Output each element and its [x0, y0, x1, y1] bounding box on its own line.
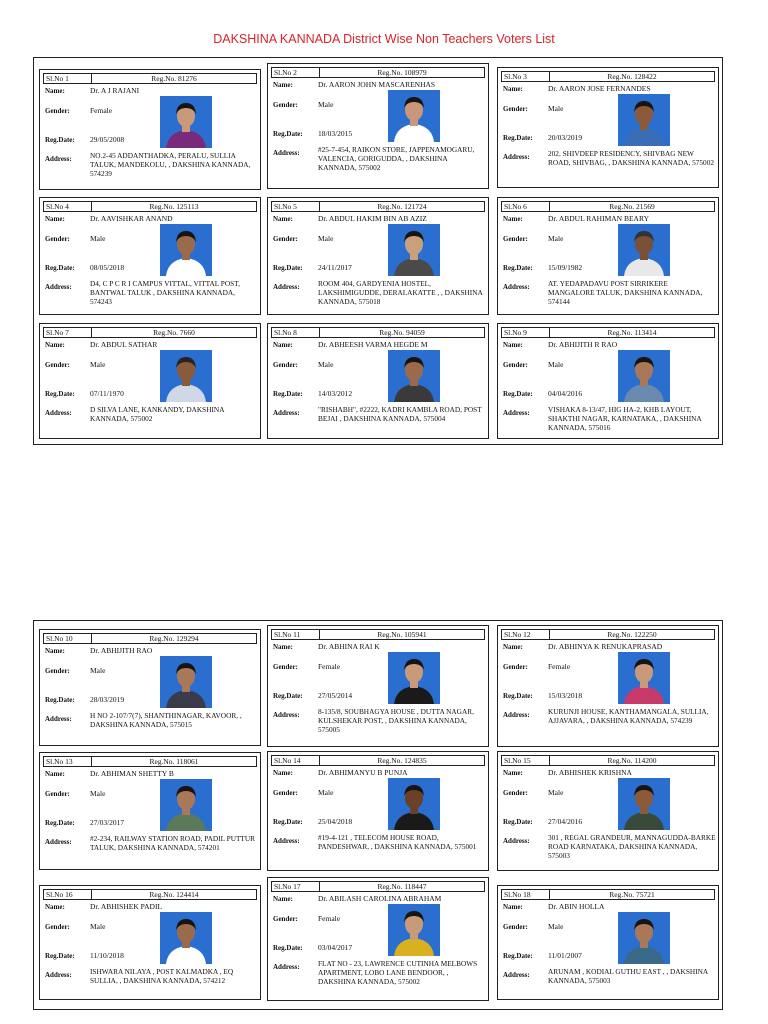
reg-date-label: Reg.Date:	[503, 390, 533, 398]
reg-date-label: Reg.Date:	[273, 130, 303, 138]
voter-reg-date: 07/11/1970	[90, 389, 124, 398]
registration-number: Reg.No. 81276	[151, 74, 197, 83]
voter-card	[497, 67, 719, 188]
photo-frame	[160, 96, 212, 148]
serial-number: Sl.No 18	[502, 890, 550, 899]
voter-card	[267, 877, 489, 1001]
gender-label: Gender:	[273, 361, 298, 369]
voter-card	[39, 323, 261, 439]
card-header	[271, 201, 485, 212]
voter-name: Dr. ABHIJITH R RAO	[548, 340, 618, 349]
voter-list-section-2	[33, 620, 723, 1010]
gender-label: Gender:	[503, 235, 528, 243]
reg-date-label: Reg.Date:	[273, 264, 303, 272]
card-header	[271, 67, 485, 78]
name-label: Name:	[503, 341, 523, 349]
voter-reg-date: 11/10/2018	[90, 951, 124, 960]
name-label: Name:	[273, 895, 293, 903]
voter-gender: Male	[548, 788, 564, 797]
voter-address: NO.2-45 ADDANTHADKA, PERALU, SULLIA TALUK, MANDEKOLU, , DAKSHINA KANNADA, 574239	[90, 151, 251, 178]
voter-reg-date: 27/05/2014	[318, 691, 353, 700]
gender-label: Gender:	[45, 235, 70, 243]
card-header	[271, 881, 485, 892]
address-label: Address:	[45, 283, 72, 291]
portrait-photo	[388, 350, 440, 402]
voter-name: Dr. AARON JOSE FERNANDES	[548, 84, 651, 93]
voter-card	[39, 197, 261, 315]
registration-number: Reg.No. 128422	[607, 72, 657, 81]
voter-reg-date: 25/04/2018	[318, 817, 353, 826]
name-label: Name:	[273, 81, 293, 89]
portrait-photo	[160, 779, 212, 831]
registration-number: Reg.No. 21569	[609, 202, 655, 211]
voter-card	[497, 885, 719, 1000]
voter-card	[267, 197, 489, 315]
name-label: Name:	[45, 903, 65, 911]
voter-name: Dr. ABHINA RAI K	[318, 642, 380, 651]
serial-number: Sl.No 4	[44, 202, 92, 211]
voter-reg-date: 03/04/2017	[318, 943, 353, 952]
portrait-photo	[388, 904, 440, 956]
card-header	[271, 755, 485, 766]
serial-number: Sl.No 1	[44, 74, 92, 83]
registration-number: Reg.No. 125113	[149, 202, 199, 211]
photo-frame	[618, 652, 670, 704]
name-label: Name:	[273, 341, 293, 349]
address-label: Address:	[503, 711, 530, 719]
voter-card	[267, 625, 489, 747]
address-label: Address:	[503, 409, 530, 417]
gender-label: Gender:	[503, 663, 528, 671]
name-label: Name:	[45, 215, 65, 223]
voter-gender: Male	[90, 666, 106, 675]
card-header	[271, 629, 485, 640]
portrait-photo	[160, 96, 212, 148]
card-header	[43, 73, 257, 84]
card-header	[43, 633, 257, 644]
card-header	[43, 327, 257, 338]
serial-number: Sl.No 10	[44, 634, 92, 643]
photo-frame	[618, 224, 670, 276]
voter-gender: Female	[318, 914, 341, 923]
voter-address: #25-7-454, RAIKON STORE, JAPPENAMOGARU, VALENCIA, GORIGUDDA, , DAKSHINA KANNADA, 575002	[318, 145, 475, 172]
card-header	[43, 201, 257, 212]
gender-label: Gender:	[273, 101, 298, 109]
voter-address: D4, C P C R I CAMPUS VITTAL, VITTAL POST, BANTWAL TALUK , DAKSHINA KANNADA, 574243	[90, 279, 240, 306]
voter-gender: Male	[548, 104, 564, 113]
address-label: Address:	[503, 283, 530, 291]
voter-reg-date: 04/04/2016	[548, 389, 583, 398]
card-header	[501, 755, 715, 766]
photo-frame	[388, 350, 440, 402]
serial-number: Sl.No 15	[502, 756, 550, 765]
photo-frame	[160, 350, 212, 402]
voter-gender: Male	[548, 234, 564, 243]
voter-address: KURUNJI HOUSE, KANTHAMANGALA, SULLIA, AJJAVARA, , DAKSHINA KANNADA, 574239	[548, 707, 709, 725]
serial-number: Sl.No 2	[272, 68, 320, 77]
voter-reg-date: 29/05/2008	[90, 135, 125, 144]
portrait-photo	[160, 224, 212, 276]
reg-date-label: Reg.Date:	[503, 692, 533, 700]
voter-card	[39, 69, 261, 190]
name-label: Name:	[503, 215, 523, 223]
photo-frame	[160, 912, 212, 964]
voter-reg-date: 24/11/2017	[318, 263, 352, 272]
voter-address: ARUNAM , KODIAL GUTHU EAST , , DAKSHINA KANNADA, 575003	[548, 967, 708, 985]
voter-gender: Male	[318, 234, 334, 243]
voter-reg-date: 27/04/2016	[548, 817, 583, 826]
gender-label: Gender:	[273, 789, 298, 797]
serial-number: Sl.No 12	[502, 630, 550, 639]
voter-name: Dr. ABDUL HAKIM BIN AB AZIZ	[318, 214, 427, 223]
voter-reg-date: 27/03/2017	[90, 818, 125, 827]
page-title: DAKSHINA KANNADA District Wise Non Teachers Voters List	[213, 32, 555, 46]
voter-address: ROOM 404, GARDYENIA HOSTEL, LAKSHIMIGUDDE, DERALAKATTE , , DAKSHINA KANNADA, 575018	[318, 279, 483, 306]
name-label: Name:	[273, 643, 293, 651]
gender-label: Gender:	[45, 667, 70, 675]
portrait-photo	[388, 90, 440, 142]
photo-frame	[388, 778, 440, 830]
registration-number: Reg.No. 75721	[609, 890, 655, 899]
reg-date-label: Reg.Date:	[45, 264, 75, 272]
reg-date-label: Reg.Date:	[273, 944, 303, 952]
voter-name: Dr. ABHISHEK KRISHNA	[548, 768, 632, 777]
portrait-photo	[388, 652, 440, 704]
portrait-photo	[618, 94, 670, 146]
card-header	[501, 889, 715, 900]
reg-date-label: Reg.Date:	[273, 692, 303, 700]
name-label: Name:	[503, 643, 523, 651]
address-label: Address:	[273, 837, 300, 845]
portrait-photo	[160, 656, 212, 708]
name-label: Name:	[45, 341, 65, 349]
address-label: Address:	[503, 971, 530, 979]
portrait-photo	[618, 224, 670, 276]
voter-card	[39, 885, 261, 1000]
card-header	[501, 629, 715, 640]
serial-number: Sl.No 6	[502, 202, 550, 211]
reg-date-label: Reg.Date:	[503, 264, 533, 272]
voter-gender: Male	[318, 100, 334, 109]
registration-number: Reg.No. 105941	[377, 630, 427, 639]
serial-number: Sl.No 16	[44, 890, 92, 899]
reg-date-label: Reg.Date:	[45, 819, 75, 827]
photo-frame	[388, 90, 440, 142]
serial-number: Sl.No 8	[272, 328, 320, 337]
address-label: Address:	[503, 153, 530, 161]
registration-number: Reg.No. 124835	[377, 756, 427, 765]
voter-address: AT. YEDAPADAVU POST SIRRIKERE MANGALORE TALUK, DAKSHINA KANNADA, 574144	[548, 279, 703, 306]
voter-name: Dr. A J RAJANI	[90, 86, 140, 95]
voter-gender: Female	[90, 106, 113, 115]
name-label: Name:	[503, 85, 523, 93]
gender-label: Gender:	[503, 105, 528, 113]
registration-number: Reg.No. 118447	[377, 882, 427, 891]
voter-reg-date: 20/03/2019	[548, 133, 583, 142]
voter-address: D SILVA LANE, KANKANDY, DAKSHINA KANNADA, 575002	[90, 405, 225, 423]
voter-name: Dr. ABHINYA K RENUKAPRASAD	[548, 642, 663, 651]
registration-number: Reg.No. 114200	[607, 756, 657, 765]
gender-label: Gender:	[45, 361, 70, 369]
name-label: Name:	[503, 903, 523, 911]
address-label: Address:	[273, 711, 300, 719]
portrait-photo	[618, 350, 670, 402]
reg-date-label: Reg.Date:	[45, 136, 75, 144]
photo-frame	[618, 778, 670, 830]
voter-gender: Male	[90, 922, 106, 931]
gender-label: Gender:	[503, 361, 528, 369]
gender-label: Gender:	[45, 790, 70, 798]
gender-label: Gender:	[273, 915, 298, 923]
reg-date-label: Reg.Date:	[503, 818, 533, 826]
voter-address: "RISHABH", #2222, KADRI KAMBLA ROAD, POST BEJAI , DAKSHINA KANNADA, 575004	[318, 405, 482, 423]
voter-gender: Male	[548, 922, 564, 931]
reg-date-label: Reg.Date:	[503, 952, 533, 960]
voter-address: 301 , REGAL GRANDEUR, MANNAGUDDA-BARKE ROAD KARNATAKA, DAKSHINA KANNADA, 575003	[548, 833, 716, 860]
voter-address: 202, SHIVDEEP RESIDENCY, SHIVBAG NEW ROAD, SHIVBAG, , DAKSHINA KANNADA, 575002	[548, 149, 715, 167]
voter-gender: Male	[90, 234, 106, 243]
reg-date-label: Reg.Date:	[273, 390, 303, 398]
voter-reg-date: 15/03/2018	[548, 691, 583, 700]
address-label: Address:	[273, 963, 300, 971]
gender-label: Gender:	[503, 789, 528, 797]
serial-number: Sl.No 5	[272, 202, 320, 211]
portrait-photo	[160, 350, 212, 402]
voter-gender: Male	[548, 360, 564, 369]
name-label: Name:	[273, 769, 293, 777]
reg-date-label: Reg.Date:	[45, 952, 75, 960]
card-header	[43, 756, 257, 767]
serial-number: Sl.No 14	[272, 756, 320, 765]
portrait-photo	[388, 224, 440, 276]
portrait-photo	[160, 912, 212, 964]
portrait-photo	[618, 652, 670, 704]
address-label: Address:	[45, 155, 72, 163]
photo-frame	[388, 652, 440, 704]
serial-number: Sl.No 13	[44, 757, 92, 766]
voter-address: ISHWARA NILAYA , POST KALMADKA , EQ SULLIA, , DAKSHINA KANNADA, 574212	[90, 967, 234, 985]
reg-date-label: Reg.Date:	[503, 134, 533, 142]
registration-number: Reg.No. 129294	[149, 634, 199, 643]
registration-number: Reg.No. 7660	[153, 328, 195, 337]
voter-card	[267, 751, 489, 871]
gender-label: Gender:	[273, 235, 298, 243]
voter-card	[39, 752, 261, 870]
gender-label: Gender:	[503, 923, 528, 931]
registration-number: Reg.No. 121724	[377, 202, 427, 211]
voter-address: H NO 2-107/7(7), SHANTHINAGAR, KAVOOR, , DAKSHINA KANNADA, 575015	[90, 711, 242, 729]
voter-card	[267, 63, 489, 189]
serial-number: Sl.No 17	[272, 882, 320, 891]
voter-reg-date: 18/03/2015	[318, 129, 353, 138]
address-label: Address:	[45, 838, 72, 846]
photo-frame	[160, 779, 212, 831]
address-label: Address:	[273, 149, 300, 157]
voter-gender: Female	[548, 662, 571, 671]
photo-frame	[388, 224, 440, 276]
voter-name: Dr. AAVISHKAR ANAND	[90, 214, 173, 223]
voter-card	[497, 751, 719, 871]
voter-gender: Male	[90, 789, 106, 798]
reg-date-label: Reg.Date:	[45, 696, 75, 704]
serial-number: Sl.No 11	[272, 630, 320, 639]
voter-card	[497, 197, 719, 315]
voter-card	[497, 323, 719, 439]
voter-reg-date: 15/09/1982	[548, 263, 583, 272]
voter-gender: Female	[318, 662, 341, 671]
voter-reg-date: 28/03/2019	[90, 695, 125, 704]
address-label: Address:	[45, 971, 72, 979]
serial-number: Sl.No 9	[502, 328, 550, 337]
photo-frame	[160, 656, 212, 708]
name-label: Name:	[503, 769, 523, 777]
portrait-photo	[618, 912, 670, 964]
voter-reg-date: 14/03/2012	[318, 389, 353, 398]
photo-frame	[618, 912, 670, 964]
registration-number: Reg.No. 94059	[379, 328, 425, 337]
gender-label: Gender:	[273, 663, 298, 671]
voter-address: #19-4-121 , TELECOM HOUSE ROAD, PANDESHWAR, , DAKSHINA KANNADA, 575001	[318, 833, 477, 851]
voter-name: Dr. ABHIMAN SHETTY B	[90, 769, 174, 778]
reg-date-label: Reg.Date:	[45, 390, 75, 398]
voter-name: Dr. ABILASH CAROLINA ABRAHAM	[318, 894, 442, 903]
voter-gender: Male	[318, 360, 334, 369]
registration-number: Reg.No. 118061	[149, 757, 199, 766]
card-header	[501, 201, 715, 212]
registration-number: Reg.No. 108979	[377, 68, 427, 77]
name-label: Name:	[45, 647, 65, 655]
voter-card	[39, 629, 261, 746]
voter-name: Dr. ABDUL SATHAR	[90, 340, 158, 349]
voter-address: #2-234, RAILWAY STATION ROAD, PADIL PUTTUR TALUK, DAKSHINA KANNADA, 574201	[90, 834, 256, 852]
card-header	[501, 71, 715, 82]
voter-reg-date: 11/01/2007	[548, 951, 582, 960]
gender-label: Gender:	[45, 107, 70, 115]
voter-address: 8-135/8, SOUBHAGYA HOUSE , DUTTA NAGAR, KULSHEKAR POST, , DAKSHINA KANNADA, 575005	[318, 707, 474, 734]
voter-name: Dr. ABHISHEK PADIL	[90, 902, 163, 911]
card-header	[43, 889, 257, 900]
voter-address: FLAT NO - 23, LAWRENCE CUTINHA MELBOWS APARTMENT, LOBO LANE BENDOOR, , DAKSHINA KANNADA, 575002	[318, 959, 478, 986]
voter-gender: Male	[318, 788, 334, 797]
address-label: Address:	[273, 409, 300, 417]
registration-number: Reg.No. 124414	[149, 890, 199, 899]
serial-number: Sl.No 7	[44, 328, 92, 337]
voter-name: Dr. ABHIMANYU B PUNJA	[318, 768, 408, 777]
voter-reg-date: 08/05/2018	[90, 263, 125, 272]
address-label: Address:	[45, 409, 72, 417]
voter-gender: Male	[90, 360, 106, 369]
voter-card	[267, 323, 489, 439]
address-label: Address:	[45, 715, 72, 723]
photo-frame	[618, 350, 670, 402]
gender-label: Gender:	[45, 923, 70, 931]
photo-frame	[388, 904, 440, 956]
serial-number: Sl.No 3	[502, 72, 550, 81]
portrait-photo	[388, 778, 440, 830]
registration-number: Reg.No. 113414	[607, 328, 657, 337]
voter-name: Dr. ABHEESH VARMA HEGDE M	[318, 340, 428, 349]
name-label: Name:	[45, 770, 65, 778]
reg-date-label: Reg.Date:	[273, 818, 303, 826]
voter-list-section-1	[33, 57, 723, 445]
voter-name: Dr. ABHIJITH RAO	[90, 646, 153, 655]
voter-name: Dr. AARON JOHN MASCARENHAS	[318, 80, 436, 89]
address-label: Address:	[503, 837, 530, 845]
voter-address: VISHAKA 8-13/47, HIG HA-2, KHB LAYOUT, SHAKTHI NAGAR, KARNATAKA, , DAKSHINA KANNADA, 575016	[548, 405, 702, 432]
card-header	[501, 327, 715, 338]
registration-number: Reg.No. 122250	[607, 630, 657, 639]
voter-name: Dr. ABIN HOLLA	[548, 902, 605, 911]
voter-name: Dr. ABDUL RAHIMAN BEARY	[548, 214, 649, 223]
portrait-photo	[618, 778, 670, 830]
photo-frame	[618, 94, 670, 146]
name-label: Name:	[45, 87, 65, 95]
card-header	[271, 327, 485, 338]
address-label: Address:	[273, 283, 300, 291]
photo-frame	[160, 224, 212, 276]
name-label: Name:	[273, 215, 293, 223]
voter-card	[497, 625, 719, 747]
